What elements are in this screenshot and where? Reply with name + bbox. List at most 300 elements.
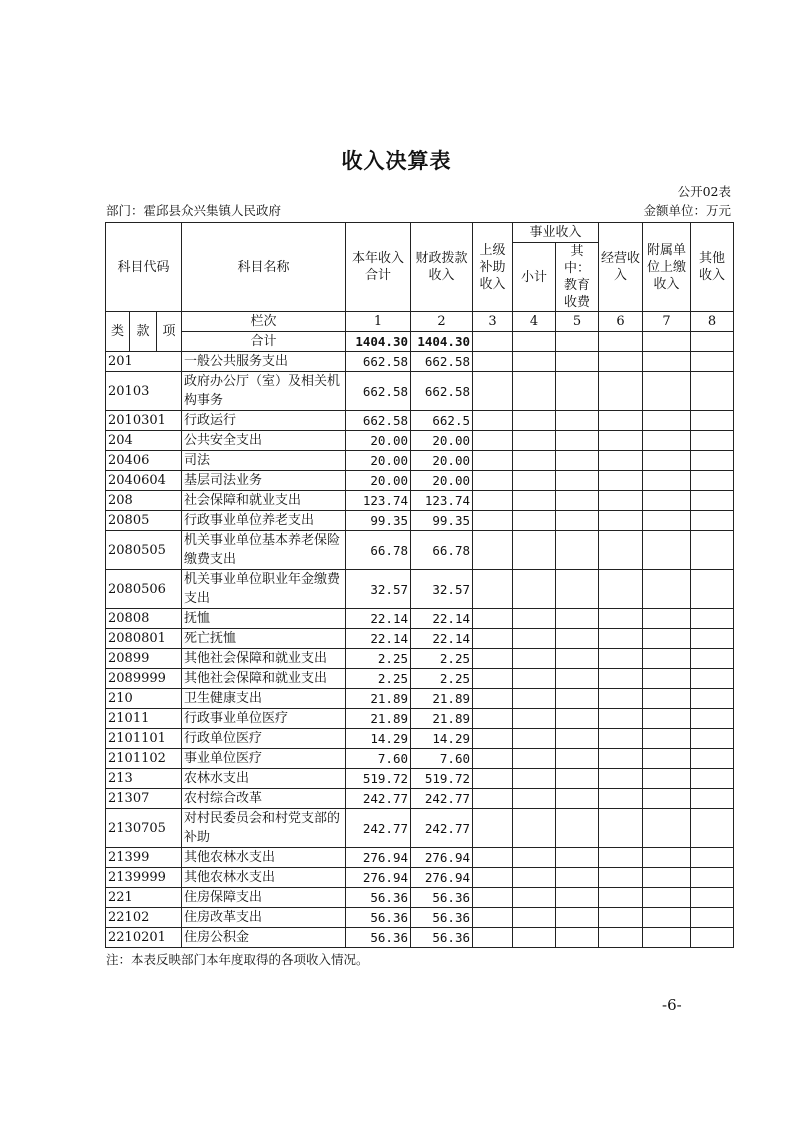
- header-xiang: 项: [157, 312, 182, 352]
- row-code: 2089999: [106, 669, 182, 689]
- row-code: 201: [106, 352, 182, 372]
- empty-cell: [513, 888, 556, 908]
- table-row: [106, 868, 734, 888]
- row-total-income: 662.58: [346, 411, 411, 431]
- row-fiscal-income: 56.36: [411, 928, 473, 948]
- row-code: 204: [106, 431, 182, 451]
- empty-cell: [599, 749, 643, 769]
- row-total-income: 99.35: [346, 511, 411, 531]
- row-total-income: 2.25: [346, 669, 411, 689]
- empty-cell: [473, 629, 513, 649]
- empty-cell: [556, 729, 599, 749]
- empty-cell: [513, 431, 556, 451]
- empty-cell: [691, 531, 734, 570]
- header-col5: 其中：教育收费: [556, 243, 599, 312]
- empty-cell: [473, 352, 513, 372]
- empty-cell: [513, 848, 556, 868]
- empty-cell: [691, 372, 734, 411]
- row-total-income: 276.94: [346, 848, 411, 868]
- row-total-income: 20.00: [346, 471, 411, 491]
- empty-cell: [513, 769, 556, 789]
- header-col4: 小计: [513, 243, 556, 312]
- empty-cell: [513, 669, 556, 689]
- header-lei: 类: [106, 312, 130, 352]
- col-number: 7: [643, 312, 691, 332]
- row-name: 机关事业单位职业年金缴费支出: [182, 570, 346, 609]
- empty-cell: [556, 888, 599, 908]
- row-fiscal-income: 242.77: [411, 789, 473, 809]
- row-total-income: 56.36: [346, 908, 411, 928]
- empty-cell: [473, 531, 513, 570]
- empty-cell: [473, 789, 513, 809]
- row-name: 卫生健康支出: [182, 689, 346, 709]
- row-fiscal-income: 519.72: [411, 769, 473, 789]
- form-number: 公开02表: [677, 184, 731, 199]
- table-body: [106, 352, 734, 948]
- empty-cell: [643, 789, 691, 809]
- row-total-income: 2.25: [346, 649, 411, 669]
- empty-cell: [599, 352, 643, 372]
- row-fiscal-income: 32.57: [411, 570, 473, 609]
- empty-cell: [556, 649, 599, 669]
- empty-cell: [556, 789, 599, 809]
- empty-cell: [473, 769, 513, 789]
- empty-cell: [513, 649, 556, 669]
- page-number: -6-: [662, 996, 682, 1014]
- col-number: 5: [556, 312, 599, 332]
- empty-cell: [556, 411, 599, 431]
- row-total-income: 276.94: [346, 868, 411, 888]
- empty-cell: [599, 769, 643, 789]
- empty-cell: [643, 649, 691, 669]
- row-fiscal-income: 56.36: [411, 888, 473, 908]
- row-name: 公共安全支出: [182, 431, 346, 451]
- empty-cell: [473, 431, 513, 451]
- header-col3: 上级补助收入: [473, 223, 513, 312]
- empty-cell: [691, 451, 734, 471]
- table-row: [106, 629, 734, 649]
- header-lanci: 栏次: [182, 312, 346, 332]
- empty-cell: [643, 689, 691, 709]
- row-fiscal-income: 242.77: [411, 809, 473, 848]
- empty-cell: [513, 511, 556, 531]
- empty-cell: [643, 411, 691, 431]
- empty-cell: [643, 431, 691, 451]
- empty-cell: [691, 649, 734, 669]
- col-number: 2: [411, 312, 473, 332]
- empty-cell: [691, 471, 734, 491]
- row-name: 行政事业单位医疗: [182, 709, 346, 729]
- table-row: [106, 809, 734, 848]
- empty-cell: [556, 769, 599, 789]
- row-code: 21011: [106, 709, 182, 729]
- row-name: 一般公共服务支出: [182, 352, 346, 372]
- empty-cell: [513, 491, 556, 511]
- row-fiscal-income: 2.25: [411, 649, 473, 669]
- empty-cell: [473, 411, 513, 431]
- empty-cell: [513, 749, 556, 769]
- empty-cell: [599, 789, 643, 809]
- row-fiscal-income: 123.74: [411, 491, 473, 511]
- table-row: [106, 570, 734, 609]
- row-name: 农村综合改革: [182, 789, 346, 809]
- table-row: [106, 471, 734, 491]
- empty-cell: [473, 709, 513, 729]
- row-fiscal-income: 662.5: [411, 411, 473, 431]
- empty-cell: [691, 868, 734, 888]
- row-fiscal-income: 20.00: [411, 451, 473, 471]
- empty-cell: [691, 352, 734, 372]
- total-col2: 1404.30: [411, 332, 473, 352]
- row-name: 农林水支出: [182, 769, 346, 789]
- header-col7: 附属单位上缴收入: [643, 223, 691, 312]
- empty-cell: [513, 908, 556, 928]
- table-row: [106, 411, 734, 431]
- empty-cell: [643, 352, 691, 372]
- empty-cell: [513, 451, 556, 471]
- row-fiscal-income: 22.14: [411, 629, 473, 649]
- row-name: 政府办公厅（室）及相关机构事务: [182, 372, 346, 411]
- row-name: 行政事业单位养老支出: [182, 511, 346, 531]
- row-name: 住房保障支出: [182, 888, 346, 908]
- col-number: 4: [513, 312, 556, 332]
- empty-cell: [556, 848, 599, 868]
- empty-cell: [473, 570, 513, 609]
- empty-cell: [643, 471, 691, 491]
- empty-cell: [691, 809, 734, 848]
- header-col2: 财政拨款收入: [411, 223, 473, 312]
- empty-cell: [473, 649, 513, 669]
- row-code: 2080801: [106, 629, 182, 649]
- empty-cell: [513, 629, 556, 649]
- empty-cell: [473, 809, 513, 848]
- table-row: [106, 769, 734, 789]
- row-code: 21307: [106, 789, 182, 809]
- empty-cell: [599, 411, 643, 431]
- empty-cell: [473, 451, 513, 471]
- total-col1: 1404.30: [346, 332, 411, 352]
- page-title: 收入决算表: [341, 148, 452, 173]
- table-row: [106, 511, 734, 531]
- empty-cell: [691, 769, 734, 789]
- empty-cell: [473, 689, 513, 709]
- col-number: 6: [599, 312, 643, 332]
- row-name: 社会保障和就业支出: [182, 491, 346, 511]
- table-row: [106, 352, 734, 372]
- header-col1: 本年收入合计: [346, 223, 411, 312]
- row-code: 20899: [106, 649, 182, 669]
- row-code: 2139999: [106, 868, 182, 888]
- row-code: 20808: [106, 609, 182, 629]
- empty-cell: [691, 411, 734, 431]
- empty-cell: [599, 709, 643, 729]
- row-fiscal-income: 14.29: [411, 729, 473, 749]
- empty-cell: [599, 848, 643, 868]
- row-total-income: 519.72: [346, 769, 411, 789]
- empty-cell: [556, 689, 599, 709]
- empty-cell: [513, 531, 556, 570]
- row-fiscal-income: 21.89: [411, 689, 473, 709]
- row-total-income: 56.36: [346, 928, 411, 948]
- income-table: [105, 222, 734, 948]
- row-name: 其他社会保障和就业支出: [182, 649, 346, 669]
- row-name: 对村民委员会和村党支部的补助: [182, 809, 346, 848]
- empty-cell: [599, 669, 643, 689]
- row-code: 2010301: [106, 411, 182, 431]
- empty-cell: [513, 689, 556, 709]
- row-name: 行政运行: [182, 411, 346, 431]
- empty-cell: [473, 888, 513, 908]
- empty-cell: [643, 769, 691, 789]
- empty-cell: [473, 491, 513, 511]
- empty-cell: [473, 928, 513, 948]
- empty-cell: [643, 629, 691, 649]
- empty-cell: [643, 531, 691, 570]
- empty-cell: [513, 709, 556, 729]
- row-total-income: 21.89: [346, 689, 411, 709]
- table-row: [106, 491, 734, 511]
- row-fiscal-income: 7.60: [411, 749, 473, 769]
- row-total-income: 56.36: [346, 888, 411, 908]
- row-fiscal-income: 66.78: [411, 531, 473, 570]
- empty-cell: [513, 471, 556, 491]
- row-code: 22102: [106, 908, 182, 928]
- empty-cell: [643, 729, 691, 749]
- empty-cell: [599, 531, 643, 570]
- empty-cell: [599, 451, 643, 471]
- empty-cell: [599, 471, 643, 491]
- table-row: [106, 372, 734, 411]
- empty-cell: [599, 511, 643, 531]
- header-business: 事业收入: [513, 223, 599, 243]
- empty-cell: [691, 609, 734, 629]
- table-row: [106, 729, 734, 749]
- table-row: [106, 928, 734, 948]
- empty-cell: [473, 669, 513, 689]
- empty-cell: [513, 332, 556, 352]
- header-col6: 经营收入: [599, 223, 643, 312]
- row-code: 20805: [106, 511, 182, 531]
- row-fiscal-income: 662.58: [411, 372, 473, 411]
- row-fiscal-income: 22.14: [411, 609, 473, 629]
- row-code: 2101101: [106, 729, 182, 749]
- table-row: [106, 609, 734, 629]
- empty-cell: [599, 570, 643, 609]
- table-row: [106, 649, 734, 669]
- empty-cell: [599, 928, 643, 948]
- empty-cell: [556, 749, 599, 769]
- empty-cell: [473, 729, 513, 749]
- empty-cell: [643, 908, 691, 928]
- unit-label: 金额单位：万元: [643, 203, 731, 218]
- empty-cell: [556, 531, 599, 570]
- row-code: 20103: [106, 372, 182, 411]
- empty-cell: [691, 669, 734, 689]
- table-row: [106, 848, 734, 868]
- empty-cell: [513, 928, 556, 948]
- row-name: 其他农林水支出: [182, 848, 346, 868]
- empty-cell: [599, 332, 643, 352]
- empty-cell: [643, 332, 691, 352]
- empty-cell: [513, 411, 556, 431]
- row-total-income: 32.57: [346, 570, 411, 609]
- total-label: 合计: [182, 332, 346, 352]
- empty-cell: [691, 332, 734, 352]
- row-fiscal-income: 276.94: [411, 868, 473, 888]
- row-code: 20406: [106, 451, 182, 471]
- row-total-income: 22.14: [346, 609, 411, 629]
- empty-cell: [599, 888, 643, 908]
- row-total-income: 662.58: [346, 372, 411, 411]
- row-name: 事业单位医疗: [182, 749, 346, 769]
- row-name: 住房公积金: [182, 928, 346, 948]
- table-wrapper: [105, 222, 733, 968]
- empty-cell: [473, 609, 513, 629]
- empty-cell: [556, 491, 599, 511]
- table-row: [106, 789, 734, 809]
- empty-cell: [599, 629, 643, 649]
- empty-cell: [556, 372, 599, 411]
- table-row: [106, 888, 734, 908]
- row-name: 其他农林水支出: [182, 868, 346, 888]
- row-name: 司法: [182, 451, 346, 471]
- col-number: 8: [691, 312, 734, 332]
- row-total-income: 20.00: [346, 451, 411, 471]
- empty-cell: [643, 928, 691, 948]
- empty-cell: [513, 809, 556, 848]
- row-name: 抚恤: [182, 609, 346, 629]
- table-row: [106, 749, 734, 769]
- row-total-income: 22.14: [346, 629, 411, 649]
- row-code: 208: [106, 491, 182, 511]
- row-total-income: 662.58: [346, 352, 411, 372]
- empty-cell: [599, 689, 643, 709]
- empty-cell: [691, 629, 734, 649]
- empty-cell: [473, 372, 513, 411]
- empty-cell: [691, 491, 734, 511]
- empty-cell: [556, 332, 599, 352]
- table-row: [106, 689, 734, 709]
- row-total-income: 21.89: [346, 709, 411, 729]
- empty-cell: [643, 669, 691, 689]
- empty-cell: [691, 431, 734, 451]
- empty-cell: [643, 868, 691, 888]
- row-fiscal-income: 21.89: [411, 709, 473, 729]
- empty-cell: [599, 729, 643, 749]
- header-code: 科目代码: [106, 223, 182, 312]
- empty-cell: [556, 868, 599, 888]
- empty-cell: [691, 749, 734, 769]
- empty-cell: [556, 451, 599, 471]
- row-total-income: 242.77: [346, 809, 411, 848]
- empty-cell: [599, 908, 643, 928]
- empty-cell: [643, 570, 691, 609]
- header-name: 科目名称: [182, 223, 346, 312]
- empty-cell: [556, 609, 599, 629]
- empty-cell: [691, 789, 734, 809]
- empty-cell: [473, 848, 513, 868]
- header-col8: 其他收入: [691, 223, 734, 312]
- empty-cell: [691, 511, 734, 531]
- empty-cell: [556, 352, 599, 372]
- empty-cell: [513, 729, 556, 749]
- empty-cell: [473, 471, 513, 491]
- empty-cell: [513, 789, 556, 809]
- empty-cell: [599, 809, 643, 848]
- table-row: [106, 709, 734, 729]
- row-fiscal-income: 20.00: [411, 431, 473, 451]
- empty-cell: [556, 570, 599, 609]
- empty-cell: [556, 908, 599, 928]
- row-code: 2080505: [106, 531, 182, 570]
- row-name: 死亡抚恤: [182, 629, 346, 649]
- row-fiscal-income: 2.25: [411, 669, 473, 689]
- empty-cell: [473, 868, 513, 888]
- table-row: [106, 908, 734, 928]
- col-number: 1: [346, 312, 411, 332]
- empty-cell: [556, 709, 599, 729]
- empty-cell: [643, 372, 691, 411]
- empty-cell: [556, 511, 599, 531]
- table-note: 注：本表反映部门本年度取得的各项收入情况。: [106, 952, 369, 967]
- row-code: 213: [106, 769, 182, 789]
- empty-cell: [513, 352, 556, 372]
- empty-cell: [599, 609, 643, 629]
- empty-cell: [691, 888, 734, 908]
- row-code: 2130705: [106, 809, 182, 848]
- row-code: 2040604: [106, 471, 182, 491]
- empty-cell: [643, 511, 691, 531]
- row-name: 行政单位医疗: [182, 729, 346, 749]
- empty-cell: [473, 908, 513, 928]
- row-total-income: 66.78: [346, 531, 411, 570]
- empty-cell: [599, 868, 643, 888]
- empty-cell: [643, 888, 691, 908]
- empty-cell: [691, 689, 734, 709]
- row-fiscal-income: 56.36: [411, 908, 473, 928]
- empty-cell: [643, 709, 691, 729]
- empty-cell: [473, 332, 513, 352]
- empty-cell: [599, 431, 643, 451]
- row-code: 2101102: [106, 749, 182, 769]
- empty-cell: [643, 491, 691, 511]
- row-code: 2210201: [106, 928, 182, 948]
- empty-cell: [643, 451, 691, 471]
- empty-cell: [556, 809, 599, 848]
- row-fiscal-income: 662.58: [411, 352, 473, 372]
- row-name: 基层司法业务: [182, 471, 346, 491]
- empty-cell: [691, 928, 734, 948]
- table-row: [106, 531, 734, 570]
- row-name: 机关事业单位基本养老保险缴费支出: [182, 531, 346, 570]
- empty-cell: [691, 908, 734, 928]
- empty-cell: [691, 570, 734, 609]
- row-code: 221: [106, 888, 182, 908]
- empty-cell: [473, 749, 513, 769]
- empty-cell: [599, 372, 643, 411]
- row-total-income: 7.60: [346, 749, 411, 769]
- table-row: [106, 431, 734, 451]
- empty-cell: [643, 749, 691, 769]
- row-name: 住房改革支出: [182, 908, 346, 928]
- row-code: 2080506: [106, 570, 182, 609]
- empty-cell: [691, 709, 734, 729]
- row-total-income: 123.74: [346, 491, 411, 511]
- row-fiscal-income: 276.94: [411, 848, 473, 868]
- empty-cell: [513, 372, 556, 411]
- empty-cell: [643, 809, 691, 848]
- empty-cell: [513, 609, 556, 629]
